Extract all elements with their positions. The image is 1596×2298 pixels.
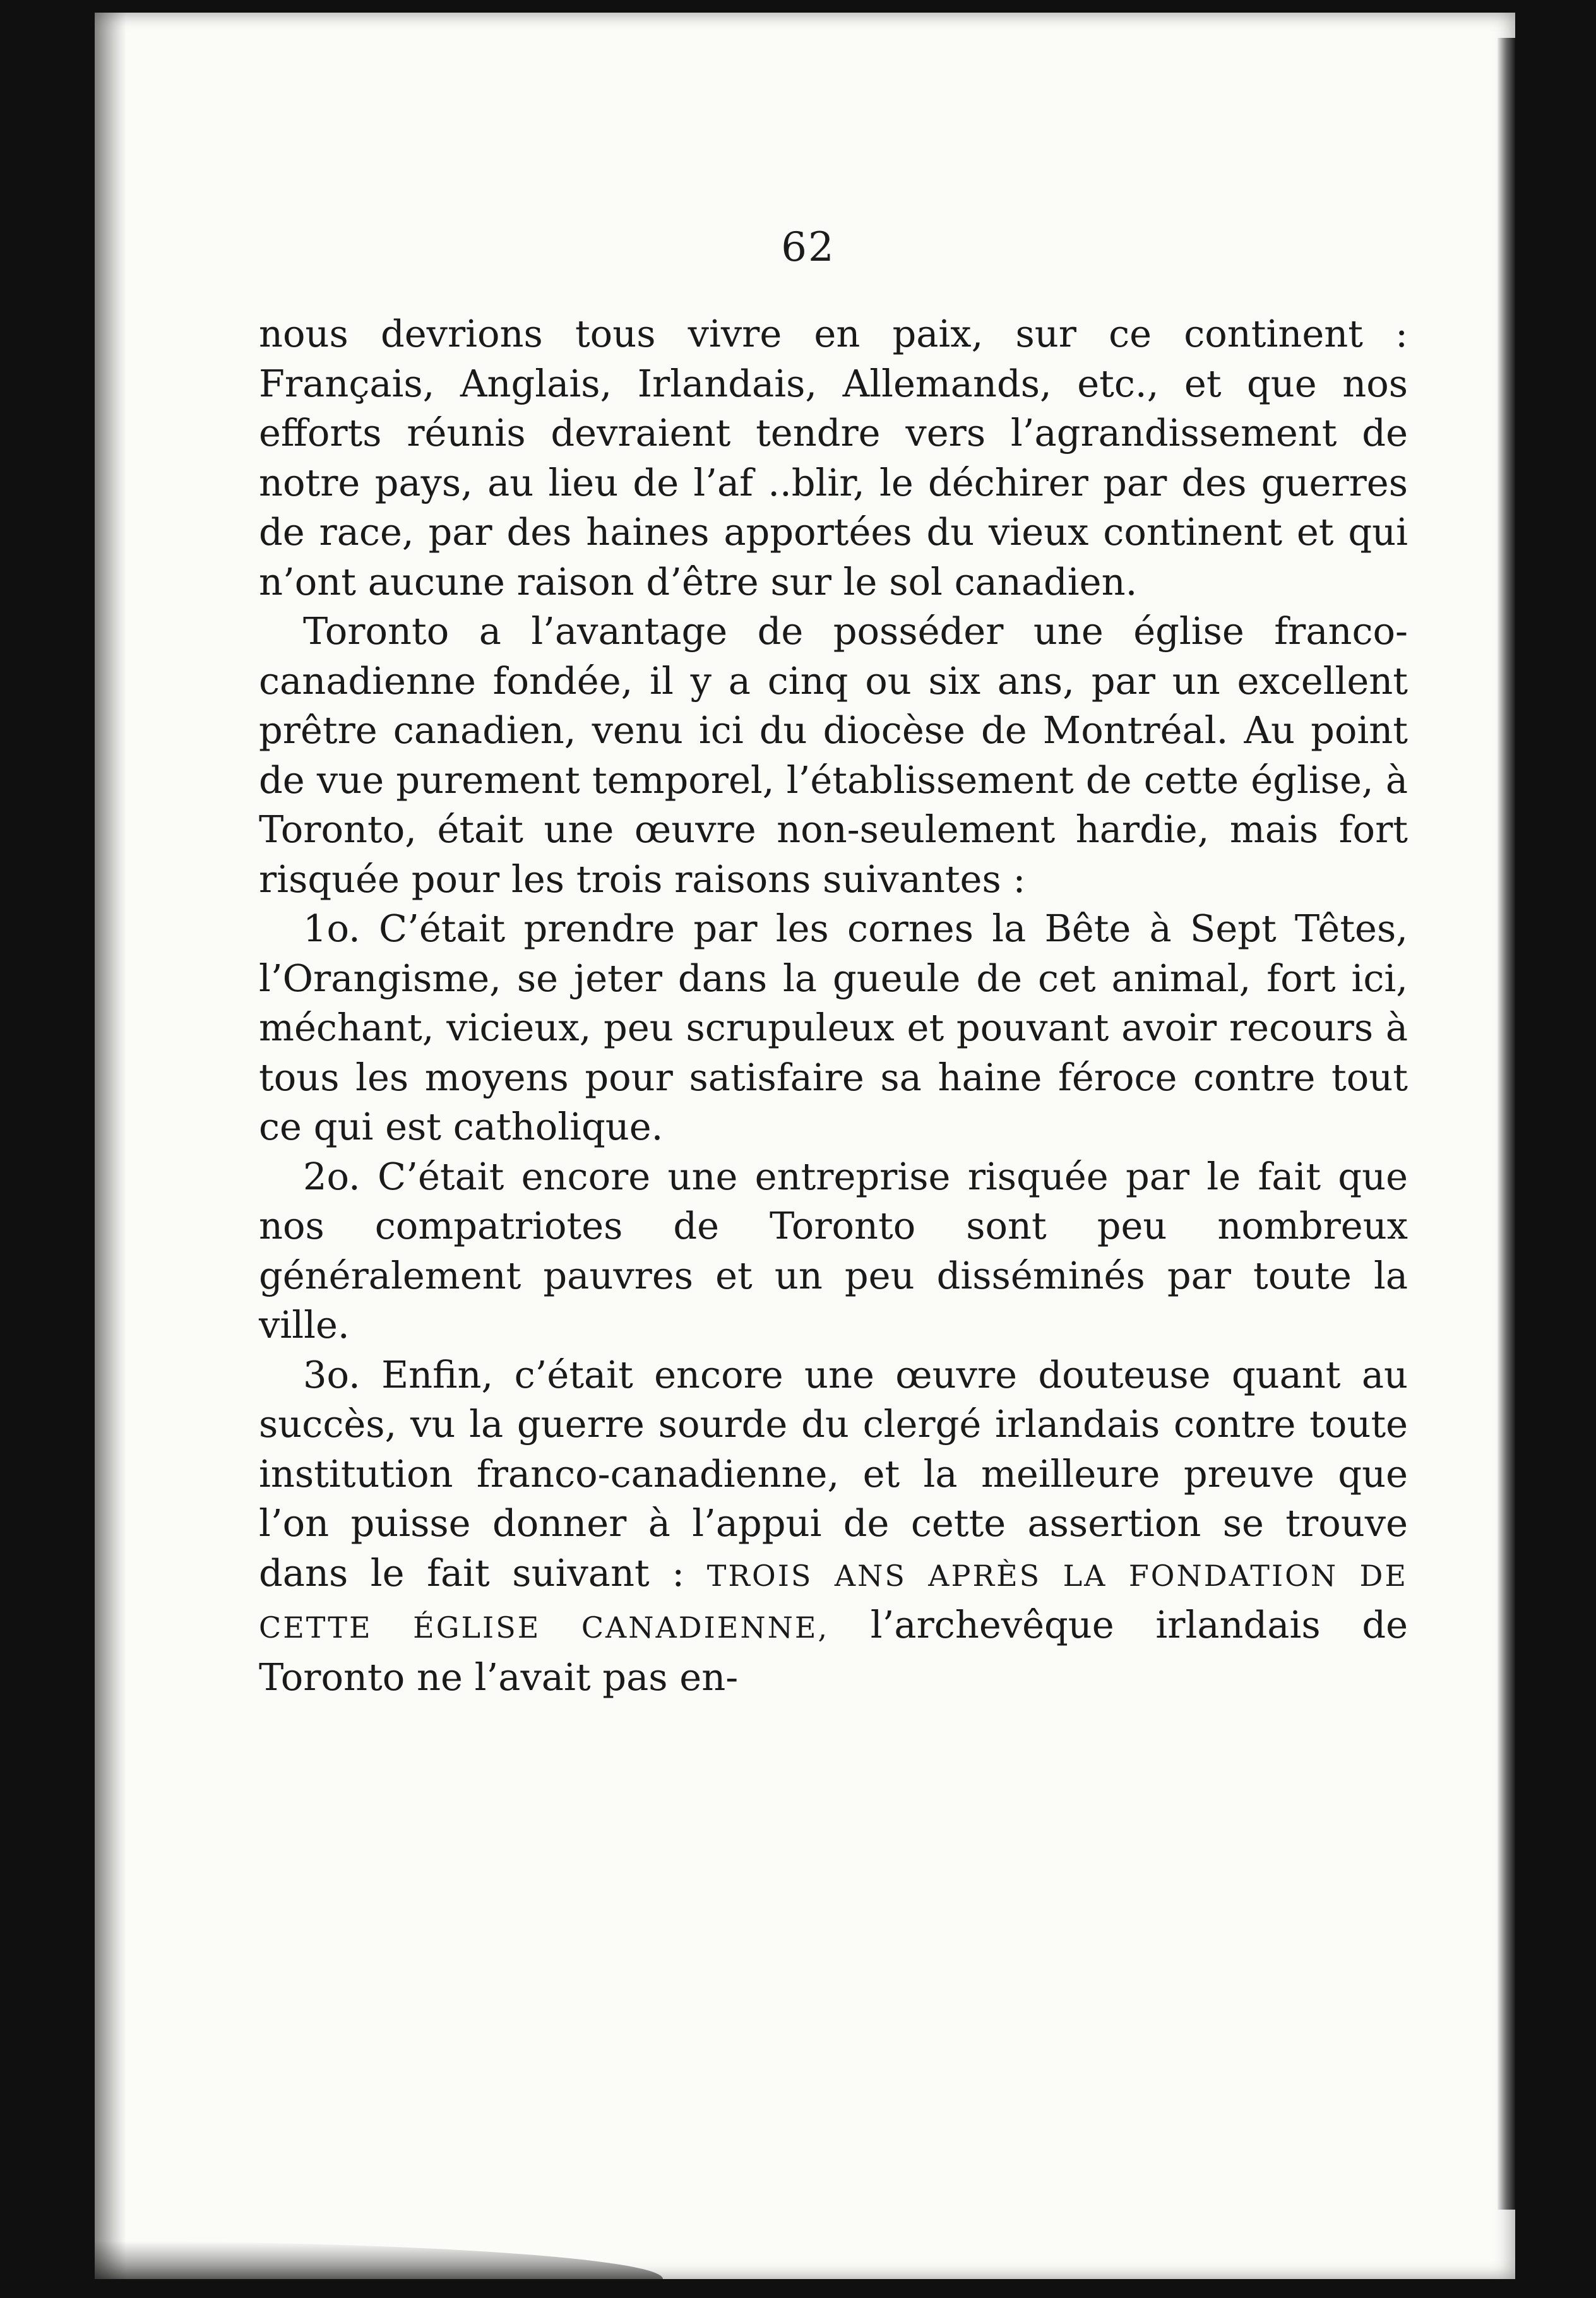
paragraph: 2o. C’était encore une entreprise risquée par le fait que nos compatriotes de Toronto sont peu nombreux généralement pauvres et un peu disséminés par toute la ville. bbox=[259, 1154, 1408, 1347]
binding-shadow bbox=[95, 13, 126, 2279]
paragraph bbox=[259, 1350, 1408, 1703]
paragraph-text: 3o. Enfin, c’était encore une œuvre douteuse quant au succès, vu la guerre sourde du clergé irlandais contre toute institution franco-canadienne, et la meilleure preuve que l’on puisse donner à l’appui de cette assertion se trouve dans le fait suivant : bbox=[259, 1352, 1408, 1595]
paragraph: nous devrions tous vivre en paix, sur ce continent : Français, Anglais, Irlandais, Allemands, etc., et que nos efforts réunis devraient tendre vers l’agrandissement de notre pays, au lieu de l’af ..blir, le déchirer par des guerres de race, par des haines apportées du vieux continent et qui n’ont aucune raison d’être sur le sol canadien. bbox=[259, 312, 1408, 604]
paragraph: 1o. C’était prendre par les cornes la Bête à Sept Têtes, l’Orangisme, se jeter dans la gueule de cet animal, fort ici, méchant, vicieux, peu scrupuleux et pouvant avoir recours à tous les moyens pour satisfaire sa haine féroce contre tout ce qui est catholique. bbox=[259, 907, 1408, 1148]
paragraph: Toronto a l’avantage de posséder une église franco-canadienne fondée, il y a cinq ou six ans, par un excellent prêtre canadien, venu ici du diocèse de Montréal. Au point de vue purement temporel, l’établissement de cette église, à Toronto, était une œuvre non-seulement hardie, mais fort risquée pour les trois raisons suivantes : bbox=[259, 609, 1408, 901]
page-number: 62 bbox=[781, 224, 835, 271]
paragraph-text: l’archevêque irlandais de Toronto ne l’avait pas en- bbox=[259, 1603, 1408, 1699]
page-curl-shadow bbox=[95, 2241, 663, 2279]
page-edge-shadow bbox=[1498, 38, 1515, 2210]
body-text bbox=[259, 309, 1408, 1702]
small-caps-text: TROIS ANS APRÈS LA FONDATION DE CETTE ÉGLISE CANADIENNE, bbox=[259, 1558, 1408, 1645]
